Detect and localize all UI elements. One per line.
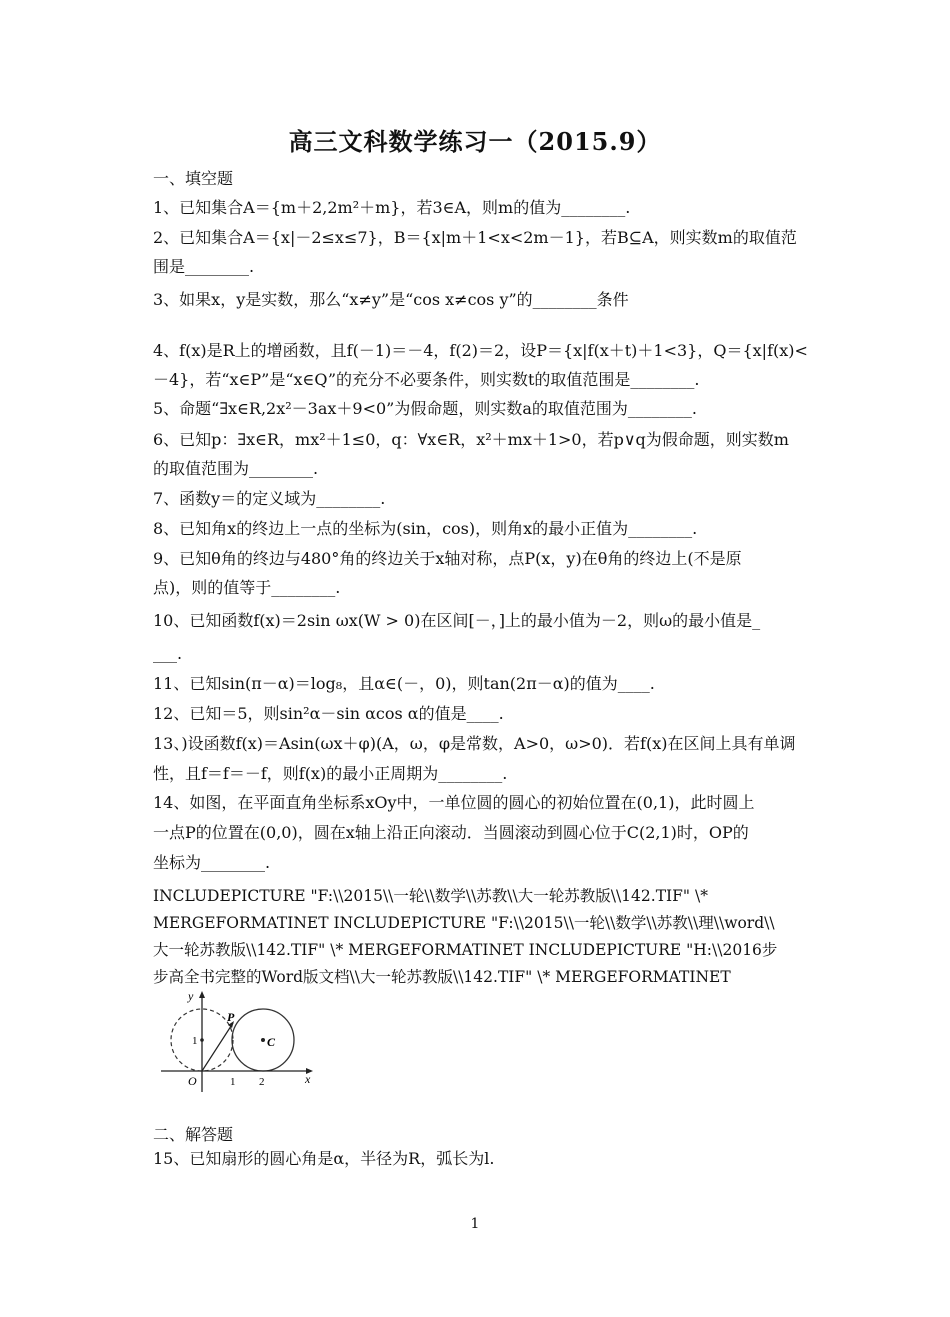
point-p-label: P	[227, 1010, 235, 1024]
question-line: 7、函数y＝的定义域为________.	[153, 489, 386, 508]
question-line: 坐标为________.	[153, 853, 271, 872]
question-line: 14、如图，在平面直角坐标系xOy中，一单位圆的圆心的初始位置在(0,1)，此时圆上	[153, 793, 755, 812]
section-fill-heading: 一、填空题	[153, 169, 234, 188]
question-line: 13、)设函数f(x)＝Asin(ωx＋φ)(A，ω，φ是常数，A>0，ω>0)．若f(x)在区间上具有单调	[153, 734, 796, 753]
x-label: x	[305, 1072, 311, 1086]
section-answer-heading: 二、解答题	[153, 1125, 234, 1144]
segment-op	[202, 1023, 233, 1071]
question-line: 4、f(x)是R上的增函数，且f(－1)＝－4，f(2)＝2，设P＝{x|f(x＋t)＋1<3}，Q＝{x|f(x)<	[153, 341, 808, 360]
question-line: 点)，则的值等于________.	[153, 578, 341, 597]
question-line: 6、已知p：∃x∈R，mx²＋1≤0，q：∀x∈R，x²＋mx＋1>0，若p∨q为假命题，则实数m	[153, 430, 789, 449]
question-line: 15、已知扇形的圆心角是α，半径为R，弧长为l.	[153, 1149, 495, 1168]
point-center-initial	[200, 1038, 204, 1042]
includepicture-line: 步高全书完整的Word版文档\\大一轮苏教版\\142.TIF" \* MERGEFORMATINET	[153, 968, 731, 986]
question-line: 9、已知θ角的终边与480°角的终边关于x轴对称，点P(x，y)在θ角的终边上(不是原	[153, 549, 742, 568]
x-one-label: 1	[230, 1076, 236, 1088]
question-line: 性，且f＝f＝－f，则f(x)的最小正周期为________.	[153, 764, 508, 783]
question-line: 一点P的位置在(0,0)，圆在x轴上沿正向滚动．当圆滚动到圆心位于C(2,1)时，OP的	[153, 823, 749, 842]
point-c	[261, 1038, 265, 1042]
question-line: 5、命题“∃x∈R,2x²－3ax＋9<0”为假命题，则实数a的取值范围为________.	[153, 399, 697, 418]
question-line: 10、已知函数f(x)＝2sin ωx(W > 0)在区间[－，]上的最小值为－2，则ω的最小值是_	[153, 611, 761, 630]
page-number: 1	[470, 1216, 480, 1232]
question-line: 1、已知集合A＝{m＋2,2m²＋m}，若3∈A，则m的值为________.	[153, 198, 631, 217]
includepicture-line: 大一轮苏教版\\142.TIF" \* MERGEFORMATINET INCLUDEPICTURE "H:\\2016步	[153, 941, 778, 959]
x-two-label: 2	[259, 1076, 265, 1088]
question-line: －4}，若“x∈P”是“x∈Q”的充分不必要条件，则实数t的取值范围是________.	[153, 370, 700, 389]
y-axis-arrow	[199, 991, 205, 998]
rolling-circle-figure	[155, 988, 325, 1094]
question-line: 2、已知集合A＝{x|－2≤x≤7}，B＝{x|m＋1<x<2m－1}，若B⊆A，则实数m的取值范	[153, 228, 797, 247]
y-label: y	[188, 989, 194, 1003]
point-c-label: C	[267, 1035, 276, 1049]
y-one-label: 1	[192, 1035, 198, 1047]
question-line: 的取值范围为________.	[153, 459, 319, 478]
question-line: 围是________.	[153, 257, 255, 276]
page-title: 高三文科数学练习一（2015.9）	[288, 127, 662, 156]
question-line: 11、已知sin(π－α)＝log₈，且α∈(－，0)，则tan(2π－α)的值为____.	[153, 674, 655, 693]
question-line: 12、已知＝5，则sin²α－sin αcos α的值是____.	[153, 704, 504, 723]
includepicture-line: MERGEFORMATINET INCLUDEPICTURE "F:\\2015\\一轮\\数学\\苏教\\理\\word\\	[153, 914, 775, 932]
question-line: ___.	[153, 644, 183, 663]
question-line: 8、已知角x的终边上一点的坐标为(sin，cos)，则角x的最小正值为________.	[153, 519, 698, 538]
origin-label: O	[188, 1074, 197, 1088]
includepicture-line: INCLUDEPICTURE "F:\\2015\\一轮\\数学\\苏教\\大一轮苏教版\\142.TIF" \*	[153, 887, 708, 905]
question-line: 3、如果x，y是实数，那么“x≠y”是“cos x≠cos y”的________条件	[153, 290, 629, 309]
